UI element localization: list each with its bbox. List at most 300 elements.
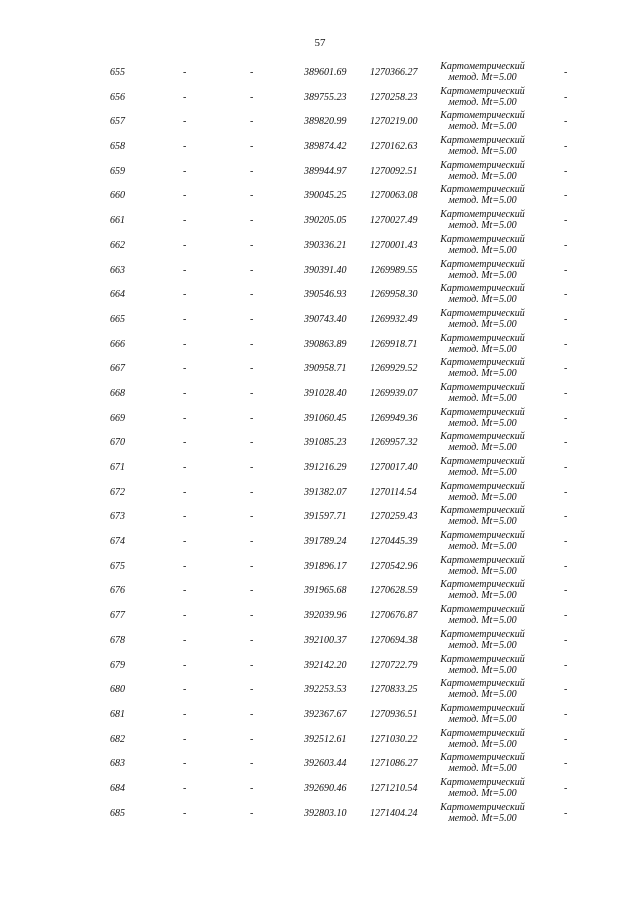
dash-cell: - bbox=[564, 807, 568, 819]
table-row bbox=[0, 529, 640, 554]
x-coordinate: 390863.89 bbox=[304, 338, 347, 350]
x-coordinate: 391789.24 bbox=[304, 536, 347, 548]
method-cell bbox=[425, 357, 540, 379]
y-coordinate: 1270366.27 bbox=[370, 67, 418, 78]
dash-cell: - bbox=[183, 141, 187, 153]
dash-cell: - bbox=[183, 634, 187, 646]
method-line-2: метод. Mt=5.00 bbox=[448, 146, 517, 158]
dash-cell: - bbox=[564, 190, 568, 202]
x-coordinate: 392690.46 bbox=[304, 782, 347, 794]
dash-cell: - bbox=[564, 560, 568, 572]
table-row bbox=[0, 801, 640, 826]
x-coordinate: 391085.23 bbox=[304, 437, 347, 449]
method-line-2: метод. Mt=5.00 bbox=[448, 368, 517, 380]
table-row bbox=[0, 776, 640, 801]
dash-cell: - bbox=[250, 412, 254, 424]
method-cell bbox=[425, 530, 540, 552]
dash-cell: - bbox=[183, 536, 187, 548]
x-coordinate: 392142.20 bbox=[304, 659, 347, 671]
method-cell bbox=[425, 184, 540, 206]
method-cell bbox=[425, 678, 540, 700]
x-coordinate: 389755.23 bbox=[304, 91, 347, 103]
method-cell bbox=[425, 431, 540, 453]
y-coordinate: 1270936.51 bbox=[370, 708, 418, 720]
method-cell bbox=[425, 283, 540, 305]
method-line-2: метод. Mt=5.00 bbox=[448, 220, 517, 232]
table-row bbox=[0, 480, 640, 505]
x-coordinate: 390336.21 bbox=[304, 239, 347, 251]
dash-cell: - bbox=[250, 363, 254, 375]
point-number: 675 bbox=[110, 560, 125, 572]
dash-cell: - bbox=[564, 758, 568, 770]
method-line-1: Картометрический bbox=[440, 381, 525, 393]
x-coordinate: 392803.10 bbox=[304, 807, 347, 819]
dash-cell: - bbox=[564, 684, 568, 696]
dash-cell: - bbox=[250, 313, 254, 325]
point-number: 658 bbox=[110, 141, 125, 153]
method-cell bbox=[425, 333, 540, 355]
y-coordinate: 1269958.30 bbox=[370, 289, 418, 301]
x-coordinate: 391060.45 bbox=[304, 412, 347, 424]
x-coordinate: 392039.96 bbox=[304, 610, 347, 622]
point-number: 664 bbox=[110, 289, 125, 301]
method-cell bbox=[425, 629, 540, 651]
method-line-2: метод. Mt=5.00 bbox=[448, 763, 517, 775]
method-line-2: метод. Mt=5.00 bbox=[448, 121, 517, 133]
dash-cell: - bbox=[183, 190, 187, 202]
dash-cell: - bbox=[183, 313, 187, 325]
method-line-1: Картометрический bbox=[440, 406, 525, 418]
point-number: 659 bbox=[110, 165, 125, 177]
method-cell bbox=[425, 728, 540, 750]
point-number: 683 bbox=[110, 758, 125, 770]
y-coordinate: 1270694.38 bbox=[370, 634, 418, 646]
method-line-2: метод. Mt=5.00 bbox=[448, 244, 517, 256]
y-coordinate: 1270017.40 bbox=[370, 462, 418, 473]
method-line-2: метод. Mt=5.00 bbox=[448, 72, 517, 83]
point-number: 680 bbox=[110, 684, 125, 696]
x-coordinate: 390391.40 bbox=[304, 264, 347, 276]
y-coordinate: 1270542.96 bbox=[370, 560, 418, 572]
point-number: 682 bbox=[110, 733, 125, 745]
dash-cell: - bbox=[250, 782, 254, 794]
method-line-2: метод. Mt=5.00 bbox=[448, 639, 517, 651]
method-line-2: метод. Mt=5.00 bbox=[448, 787, 517, 799]
dash-cell: - bbox=[564, 67, 568, 78]
table-row bbox=[0, 430, 640, 455]
method-line-1: Картометрический bbox=[440, 505, 525, 517]
dash-cell: - bbox=[183, 165, 187, 177]
method-line-2: метод. Mt=5.00 bbox=[448, 442, 517, 454]
method-line-1: Картометрический bbox=[440, 110, 525, 122]
table-row bbox=[0, 159, 640, 184]
table-row bbox=[0, 233, 640, 258]
point-number: 656 bbox=[110, 91, 125, 103]
table-row bbox=[0, 60, 640, 85]
table-row bbox=[0, 85, 640, 110]
point-number: 661 bbox=[110, 215, 125, 227]
method-cell bbox=[425, 86, 540, 108]
dash-cell: - bbox=[250, 437, 254, 449]
x-coordinate: 390205.05 bbox=[304, 215, 347, 227]
method-line-2: метод. Mt=5.00 bbox=[448, 689, 517, 701]
dash-cell: - bbox=[250, 190, 254, 202]
table-row bbox=[0, 183, 640, 208]
method-line-1: Картометрический bbox=[440, 727, 525, 739]
method-cell bbox=[425, 259, 540, 281]
dash-cell: - bbox=[564, 585, 568, 597]
method-line-2: метод. Mt=5.00 bbox=[448, 491, 517, 503]
x-coordinate: 392512.61 bbox=[304, 733, 347, 745]
dash-cell: - bbox=[183, 659, 187, 671]
y-coordinate: 1269949.36 bbox=[370, 412, 418, 424]
method-cell bbox=[425, 456, 540, 478]
table-row bbox=[0, 677, 640, 702]
method-line-2: метод. Mt=5.00 bbox=[448, 713, 517, 725]
dash-cell: - bbox=[250, 807, 254, 819]
method-line-2: метод. Mt=5.00 bbox=[448, 664, 517, 676]
dash-cell: - bbox=[183, 412, 187, 424]
dash-cell: - bbox=[183, 585, 187, 597]
method-cell bbox=[425, 110, 540, 132]
method-line-2: метод. Mt=5.00 bbox=[448, 590, 517, 602]
dash-cell: - bbox=[564, 116, 568, 128]
y-coordinate: 1270001.43 bbox=[370, 239, 418, 251]
method-line-1: Картометрический bbox=[440, 258, 525, 270]
dash-cell: - bbox=[250, 684, 254, 696]
y-coordinate: 1270628.59 bbox=[370, 585, 418, 597]
dash-cell: - bbox=[564, 634, 568, 646]
method-line-1: Картометрический bbox=[440, 604, 525, 616]
dash-cell: - bbox=[564, 289, 568, 301]
table-row bbox=[0, 332, 640, 357]
method-line-2: метод. Mt=5.00 bbox=[448, 812, 517, 824]
method-cell bbox=[425, 752, 540, 774]
method-line-1: Картометрический bbox=[440, 480, 525, 492]
dash-cell: - bbox=[183, 239, 187, 251]
y-coordinate: 1269929.52 bbox=[370, 363, 418, 375]
dash-cell: - bbox=[250, 338, 254, 350]
point-number: 685 bbox=[110, 807, 125, 819]
method-cell bbox=[425, 505, 540, 527]
dash-cell: - bbox=[183, 560, 187, 572]
dash-cell: - bbox=[183, 437, 187, 449]
dash-cell: - bbox=[564, 313, 568, 325]
table-row bbox=[0, 109, 640, 134]
dash-cell: - bbox=[183, 289, 187, 301]
method-line-2: метод. Mt=5.00 bbox=[448, 195, 517, 207]
dash-cell: - bbox=[564, 363, 568, 375]
x-coordinate: 391965.68 bbox=[304, 585, 347, 597]
table-row bbox=[0, 554, 640, 579]
point-number: 665 bbox=[110, 313, 125, 325]
y-coordinate: 1269918.71 bbox=[370, 338, 418, 350]
x-coordinate: 389874.42 bbox=[304, 141, 347, 153]
method-cell bbox=[425, 481, 540, 503]
dash-cell: - bbox=[250, 91, 254, 103]
method-line-1: Картометрический bbox=[440, 307, 525, 319]
table-row bbox=[0, 702, 640, 727]
point-number: 657 bbox=[110, 116, 125, 128]
dash-cell: - bbox=[250, 733, 254, 745]
x-coordinate: 389820.99 bbox=[304, 116, 347, 128]
dash-cell: - bbox=[564, 782, 568, 794]
point-number: 674 bbox=[110, 536, 125, 548]
dash-cell: - bbox=[564, 733, 568, 745]
method-line-1: Картометрический bbox=[440, 159, 525, 171]
method-line-2: метод. Mt=5.00 bbox=[448, 417, 517, 429]
point-number: 662 bbox=[110, 239, 125, 251]
dash-cell: - bbox=[250, 165, 254, 177]
dash-cell: - bbox=[250, 264, 254, 276]
x-coordinate: 391597.71 bbox=[304, 511, 347, 523]
x-coordinate: 391382.07 bbox=[304, 486, 347, 498]
dash-cell: - bbox=[183, 67, 187, 78]
x-coordinate: 392253.53 bbox=[304, 684, 347, 696]
y-coordinate: 1269939.07 bbox=[370, 387, 418, 399]
point-number: 671 bbox=[110, 462, 125, 473]
coordinates-table bbox=[0, 60, 640, 825]
method-line-1: Картометрический bbox=[440, 456, 525, 467]
method-line-2: метод. Mt=5.00 bbox=[448, 96, 517, 108]
dash-cell: - bbox=[564, 141, 568, 153]
point-number: 668 bbox=[110, 387, 125, 399]
y-coordinate: 1270722.79 bbox=[370, 659, 418, 671]
point-number: 655 bbox=[110, 67, 125, 78]
table-row bbox=[0, 603, 640, 628]
dash-cell: - bbox=[250, 511, 254, 523]
dash-cell: - bbox=[183, 610, 187, 622]
point-number: 660 bbox=[110, 190, 125, 202]
method-line-2: метод. Mt=5.00 bbox=[448, 392, 517, 404]
y-coordinate: 1270162.63 bbox=[370, 141, 418, 153]
table-row bbox=[0, 258, 640, 283]
point-number: 678 bbox=[110, 634, 125, 646]
dash-cell: - bbox=[183, 363, 187, 375]
dash-cell: - bbox=[564, 486, 568, 498]
y-coordinate: 1270092.51 bbox=[370, 165, 418, 177]
dash-cell: - bbox=[564, 387, 568, 399]
point-number: 679 bbox=[110, 659, 125, 671]
point-number: 673 bbox=[110, 511, 125, 523]
method-line-2: метод. Mt=5.00 bbox=[448, 516, 517, 528]
dash-cell: - bbox=[183, 511, 187, 523]
method-cell bbox=[425, 234, 540, 256]
method-cell bbox=[425, 802, 540, 824]
dash-cell: - bbox=[183, 215, 187, 227]
method-line-2: метод. Mt=5.00 bbox=[448, 294, 517, 306]
method-line-1: Картометрический bbox=[440, 801, 525, 813]
method-line-2: метод. Mt=5.00 bbox=[448, 738, 517, 750]
dash-cell: - bbox=[183, 708, 187, 720]
point-number: 677 bbox=[110, 610, 125, 622]
table-row bbox=[0, 307, 640, 332]
y-coordinate: 1270445.39 bbox=[370, 536, 418, 548]
x-coordinate: 392367.67 bbox=[304, 708, 347, 720]
point-number: 666 bbox=[110, 338, 125, 350]
y-coordinate: 1270063.08 bbox=[370, 190, 418, 202]
dash-cell: - bbox=[250, 239, 254, 251]
y-coordinate: 1270833.25 bbox=[370, 684, 418, 696]
x-coordinate: 391896.17 bbox=[304, 560, 347, 572]
method-line-1: Картометрический bbox=[440, 752, 525, 764]
method-cell bbox=[425, 61, 540, 83]
table-row bbox=[0, 406, 640, 431]
dash-cell: - bbox=[183, 486, 187, 498]
dash-cell: - bbox=[183, 338, 187, 350]
point-number: 681 bbox=[110, 708, 125, 720]
method-line-1: Картометрический bbox=[440, 85, 525, 97]
x-coordinate: 390045.25 bbox=[304, 190, 347, 202]
dash-cell: - bbox=[250, 289, 254, 301]
dash-cell: - bbox=[250, 141, 254, 153]
method-line-2: метод. Mt=5.00 bbox=[448, 565, 517, 577]
y-coordinate: 1271030.22 bbox=[370, 733, 418, 745]
method-line-2: метод. Mt=5.00 bbox=[448, 343, 517, 355]
y-coordinate: 1271210.54 bbox=[370, 782, 418, 794]
y-coordinate: 1269957.32 bbox=[370, 437, 418, 449]
dash-cell: - bbox=[250, 462, 254, 473]
dash-cell: - bbox=[250, 536, 254, 548]
dash-cell: - bbox=[564, 610, 568, 622]
method-cell bbox=[425, 308, 540, 330]
x-coordinate: 390958.71 bbox=[304, 363, 347, 375]
method-cell bbox=[425, 555, 540, 577]
point-number: 676 bbox=[110, 585, 125, 597]
method-cell bbox=[425, 407, 540, 429]
method-line-1: Картометрический bbox=[440, 702, 525, 714]
y-coordinate: 1271404.24 bbox=[370, 807, 418, 819]
point-number: 684 bbox=[110, 782, 125, 794]
method-line-1: Картометрический bbox=[440, 61, 525, 72]
method-line-2: метод. Mt=5.00 bbox=[448, 541, 517, 553]
method-line-1: Картометрический bbox=[440, 628, 525, 640]
table-row bbox=[0, 504, 640, 529]
dash-cell: - bbox=[564, 437, 568, 449]
method-cell bbox=[425, 654, 540, 676]
method-cell bbox=[425, 382, 540, 404]
method-line-1: Картометрический bbox=[440, 357, 525, 369]
dash-cell: - bbox=[183, 733, 187, 745]
dash-cell: - bbox=[564, 239, 568, 251]
x-coordinate: 391216.29 bbox=[304, 462, 347, 473]
method-cell bbox=[425, 604, 540, 626]
dash-cell: - bbox=[564, 91, 568, 103]
method-line-1: Картометрический bbox=[440, 579, 525, 591]
dash-cell: - bbox=[183, 462, 187, 473]
dash-cell: - bbox=[564, 412, 568, 424]
method-line-1: Картометрический bbox=[440, 554, 525, 566]
method-line-1: Картометрический bbox=[440, 653, 525, 665]
method-cell bbox=[425, 777, 540, 799]
method-cell bbox=[425, 135, 540, 157]
table-row bbox=[0, 455, 640, 480]
method-line-1: Картометрический bbox=[440, 233, 525, 245]
method-cell bbox=[425, 209, 540, 231]
x-coordinate: 392100.37 bbox=[304, 634, 347, 646]
dash-cell: - bbox=[564, 659, 568, 671]
y-coordinate: 1270259.43 bbox=[370, 511, 418, 523]
point-number: 670 bbox=[110, 437, 125, 449]
dash-cell: - bbox=[183, 684, 187, 696]
method-line-1: Картометрический bbox=[440, 209, 525, 221]
method-line-1: Картометрический bbox=[440, 332, 525, 344]
table-row bbox=[0, 628, 640, 653]
method-line-2: метод. Mt=5.00 bbox=[448, 170, 517, 182]
y-coordinate: 1270676.87 bbox=[370, 610, 418, 622]
method-line-2: метод. Mt=5.00 bbox=[448, 318, 517, 330]
method-line-1: Картометрический bbox=[440, 530, 525, 542]
point-number: 669 bbox=[110, 412, 125, 424]
y-coordinate: 1270027.49 bbox=[370, 215, 418, 227]
x-coordinate: 390546.93 bbox=[304, 289, 347, 301]
dash-cell: - bbox=[250, 215, 254, 227]
point-number: 672 bbox=[110, 486, 125, 498]
y-coordinate: 1271086.27 bbox=[370, 758, 418, 770]
dash-cell: - bbox=[183, 264, 187, 276]
method-line-1: Картометрический bbox=[440, 283, 525, 295]
method-line-1: Картометрический bbox=[440, 431, 525, 443]
dash-cell: - bbox=[183, 387, 187, 399]
y-coordinate: 1270114.54 bbox=[370, 486, 417, 498]
dash-cell: - bbox=[564, 338, 568, 350]
dash-cell: - bbox=[250, 708, 254, 720]
dash-cell: - bbox=[183, 116, 187, 128]
dash-cell: - bbox=[250, 634, 254, 646]
dash-cell: - bbox=[250, 585, 254, 597]
table-row bbox=[0, 381, 640, 406]
method-cell bbox=[425, 160, 540, 182]
dash-cell: - bbox=[564, 511, 568, 523]
dash-cell: - bbox=[250, 387, 254, 399]
method-cell bbox=[425, 703, 540, 725]
method-line-1: Картометрический bbox=[440, 678, 525, 690]
table-row bbox=[0, 208, 640, 233]
x-coordinate: 390743.40 bbox=[304, 313, 347, 325]
dash-cell: - bbox=[564, 708, 568, 720]
dash-cell: - bbox=[250, 116, 254, 128]
dash-cell: - bbox=[564, 215, 568, 227]
x-coordinate: 389601.69 bbox=[304, 67, 347, 78]
point-number: 663 bbox=[110, 264, 125, 276]
dash-cell: - bbox=[564, 462, 568, 473]
page-number: 57 bbox=[314, 37, 326, 49]
y-coordinate: 1269932.49 bbox=[370, 313, 418, 325]
dash-cell: - bbox=[250, 486, 254, 498]
dash-cell: - bbox=[250, 560, 254, 572]
dash-cell: - bbox=[564, 536, 568, 548]
dash-cell: - bbox=[250, 67, 254, 78]
y-coordinate: 1269989.55 bbox=[370, 264, 418, 276]
y-coordinate: 1270219.00 bbox=[370, 116, 418, 128]
y-coordinate: 1270258.23 bbox=[370, 91, 418, 103]
dash-cell: - bbox=[250, 659, 254, 671]
table-row bbox=[0, 282, 640, 307]
dash-cell: - bbox=[183, 91, 187, 103]
table-row bbox=[0, 356, 640, 381]
table-row bbox=[0, 134, 640, 159]
method-line-2: метод. Mt=5.00 bbox=[448, 615, 517, 627]
dash-cell: - bbox=[183, 807, 187, 819]
dash-cell: - bbox=[564, 264, 568, 276]
method-line-1: Картометрический bbox=[440, 776, 525, 788]
table-row bbox=[0, 751, 640, 776]
x-coordinate: 392603.44 bbox=[304, 758, 347, 770]
x-coordinate: 389944.97 bbox=[304, 165, 347, 177]
table-row bbox=[0, 727, 640, 752]
dash-cell: - bbox=[250, 610, 254, 622]
method-line-1: Картометрический bbox=[440, 184, 525, 196]
